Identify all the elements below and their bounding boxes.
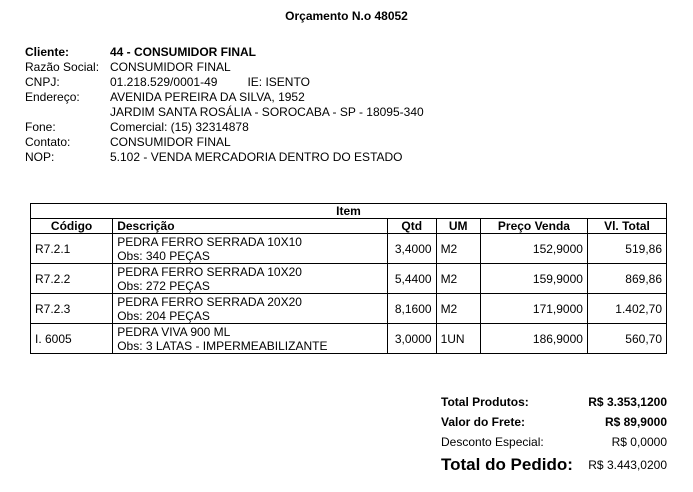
cliente-row bbox=[25, 45, 424, 60]
cliente-label: Cliente: bbox=[25, 45, 70, 59]
item-group-header: Item bbox=[31, 204, 667, 219]
table-row bbox=[31, 264, 667, 294]
endereco-row-2 bbox=[25, 105, 424, 120]
cliente-value: 44 - CONSUMIDOR FINAL bbox=[110, 45, 257, 59]
cell-preco: 186,9000 bbox=[480, 324, 587, 354]
items-table bbox=[30, 203, 667, 354]
page-title: Orçamento N.o 48052 bbox=[285, 9, 408, 23]
customer-info bbox=[25, 45, 424, 165]
cell-um: M2 bbox=[436, 264, 480, 294]
item-description: PEDRA FERRO SERRADA 20X20 bbox=[117, 294, 302, 309]
cell-qtd: 3,0000 bbox=[387, 324, 436, 354]
cell-codigo: R7.2.2 bbox=[31, 264, 113, 294]
endereco-row bbox=[25, 90, 424, 105]
col-header-total: Vl. Total bbox=[587, 219, 666, 234]
cell-total: 869,86 bbox=[587, 264, 666, 294]
desconto-value: R$ 0,0000 bbox=[611, 435, 667, 449]
cell-descricao bbox=[113, 234, 388, 264]
cnpj-value: 01.218.529/0001-49 bbox=[110, 75, 218, 89]
cell-qtd: 8,1600 bbox=[387, 294, 436, 324]
cell-descricao bbox=[113, 264, 388, 294]
table-row bbox=[31, 324, 667, 354]
nop-label: NOP: bbox=[25, 150, 55, 164]
cell-um: M2 bbox=[436, 234, 480, 264]
cnpj-row bbox=[25, 75, 424, 90]
razao-label: Razão Social: bbox=[25, 60, 100, 74]
total-produtos-row bbox=[441, 392, 667, 412]
cnpj-label: CNPJ: bbox=[25, 75, 60, 89]
item-description: PEDRA VIVA 900 ML bbox=[117, 324, 231, 339]
col-header-preco: Preço Venda bbox=[480, 219, 587, 234]
total-pedido-value: R$ 3.443,0200 bbox=[588, 458, 667, 472]
desconto-label: Desconto Especial: bbox=[441, 435, 544, 449]
valor-frete-value: R$ 89,9000 bbox=[604, 415, 667, 429]
total-produtos-label: Total Produtos: bbox=[441, 395, 529, 409]
cell-qtd: 5,4400 bbox=[387, 264, 436, 294]
table-row bbox=[31, 234, 667, 264]
table-row bbox=[31, 294, 667, 324]
cell-total: 560,70 bbox=[587, 324, 666, 354]
contato-label: Contato: bbox=[25, 135, 71, 149]
item-obs: Obs: 340 PEÇAS bbox=[117, 248, 210, 263]
cell-descricao bbox=[113, 324, 388, 354]
col-header-um: UM bbox=[436, 219, 480, 234]
item-obs: Obs: 204 PEÇAS bbox=[117, 308, 210, 323]
total-pedido-label: Total do Pedido: bbox=[441, 455, 573, 474]
item-description: PEDRA FERRO SERRADA 10X20 bbox=[117, 264, 302, 279]
col-header-qtd: Qtd bbox=[387, 219, 436, 234]
ie-value: IE: ISENTO bbox=[247, 75, 310, 89]
cell-um: 1UN bbox=[436, 324, 480, 354]
cell-total: 1.402,70 bbox=[587, 294, 666, 324]
cell-codigo: R7.2.3 bbox=[31, 294, 113, 324]
cell-codigo: I. 6005 bbox=[31, 324, 113, 354]
total-produtos-value: R$ 3.353,1200 bbox=[588, 395, 667, 409]
endereco-line1: AVENIDA PEREIRA DA SILVA, 1952 bbox=[110, 90, 305, 104]
col-header-codigo: Código bbox=[31, 219, 113, 234]
razao-value: CONSUMIDOR FINAL bbox=[110, 60, 231, 74]
cell-preco: 171,9000 bbox=[480, 294, 587, 324]
fone-label: Fone: bbox=[25, 120, 56, 134]
desconto-row bbox=[441, 432, 667, 452]
item-obs: Obs: 272 PEÇAS bbox=[117, 278, 210, 293]
totals-block bbox=[441, 392, 667, 478]
endereco-line2: JARDIM SANTA ROSÁLIA - SOROCABA - SP - 18095-340 bbox=[110, 105, 424, 119]
cell-total: 519,86 bbox=[587, 234, 666, 264]
cell-codigo: R7.2.1 bbox=[31, 234, 113, 264]
total-pedido-row bbox=[441, 452, 667, 478]
cell-qtd: 3,4000 bbox=[387, 234, 436, 264]
razao-row bbox=[25, 60, 424, 75]
valor-frete-label: Valor do Frete: bbox=[441, 415, 526, 429]
cell-preco: 152,9000 bbox=[480, 234, 587, 264]
cell-um: M2 bbox=[436, 294, 480, 324]
nop-row bbox=[25, 150, 424, 165]
cell-preco: 159,9000 bbox=[480, 264, 587, 294]
nop-value: 5.102 - VENDA MERCADORIA DENTRO DO ESTADO bbox=[110, 150, 403, 164]
contato-value: CONSUMIDOR FINAL bbox=[110, 135, 231, 149]
contato-row bbox=[25, 135, 424, 150]
col-header-descricao: Descrição bbox=[113, 219, 388, 234]
item-obs: Obs: 3 LATAS - IMPERMEABILIZANTE bbox=[117, 338, 328, 353]
item-description: PEDRA FERRO SERRADA 10X10 bbox=[117, 234, 302, 249]
endereco-label: Endereço: bbox=[25, 90, 80, 104]
valor-frete-row bbox=[441, 412, 667, 432]
cell-descricao bbox=[113, 294, 388, 324]
fone-value: Comercial: (15) 32314878 bbox=[110, 120, 249, 134]
fone-row bbox=[25, 120, 424, 135]
